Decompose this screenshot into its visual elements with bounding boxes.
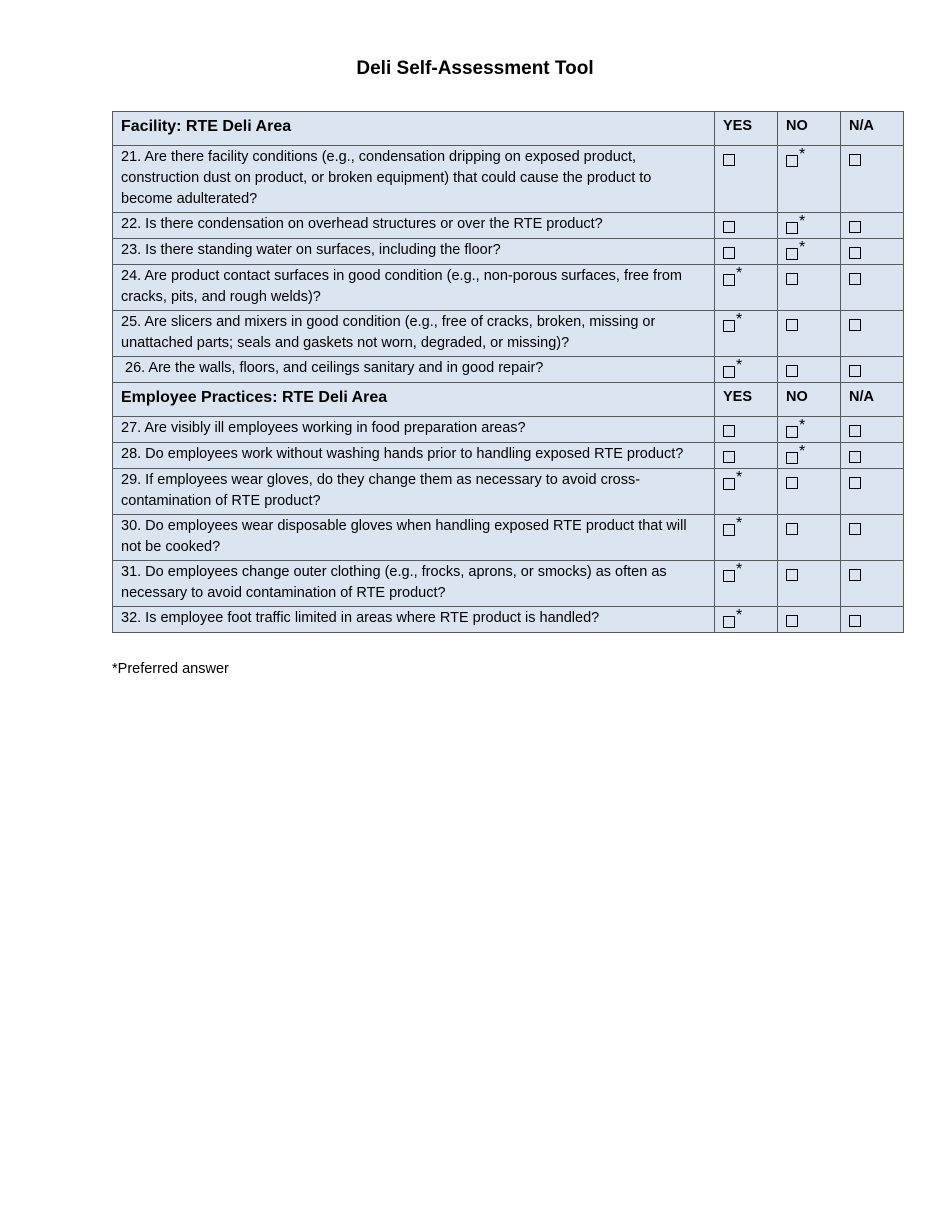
section-header-row	[113, 383, 904, 417]
answer-cell-na	[841, 239, 904, 265]
checkbox-yes[interactable]	[723, 274, 735, 286]
answer-cell-na	[841, 265, 904, 311]
answer-cell-no	[778, 213, 841, 239]
answer-cell-yes	[715, 561, 778, 607]
answer-cell-na	[841, 357, 904, 383]
checkbox-yes[interactable]	[723, 366, 735, 378]
preferred-star-icon: *	[799, 213, 806, 230]
answer-cell-no	[778, 357, 841, 383]
preferred-star-icon: *	[736, 515, 743, 532]
checkbox-na[interactable]	[849, 451, 861, 463]
answer-cell-yes	[715, 265, 778, 311]
question-row	[113, 357, 904, 383]
checkbox-na[interactable]	[849, 247, 861, 259]
question-row	[113, 213, 904, 239]
preferred-star-icon: *	[736, 561, 743, 578]
checkbox-yes[interactable]	[723, 478, 735, 490]
question-text: 29. If employees wear gloves, do they change them as necessary to avoid cross-contamination of RTE product?	[113, 469, 715, 515]
checkbox-na[interactable]	[849, 273, 861, 285]
question-text: 21. Are there facility conditions (e.g., condensation dripping on exposed product, construction dust on product, or broken equipment) that could cause the product to become adulterated?	[113, 146, 715, 213]
answer-cell-yes	[715, 469, 778, 515]
checkbox-yes[interactable]	[723, 425, 735, 437]
section-heading: Employee Practices: RTE Deli Area	[113, 383, 715, 417]
question-row	[113, 265, 904, 311]
preferred-star-icon: *	[736, 357, 743, 374]
column-header-na: N/A	[841, 112, 904, 146]
answer-cell-na	[841, 607, 904, 633]
answer-cell-yes	[715, 213, 778, 239]
preferred-star-icon: *	[799, 443, 806, 460]
question-row	[113, 443, 904, 469]
answer-cell-yes	[715, 357, 778, 383]
question-row	[113, 311, 904, 357]
checkbox-yes[interactable]	[723, 616, 735, 628]
answer-cell-yes	[715, 607, 778, 633]
answer-cell-no	[778, 607, 841, 633]
section-header-row	[113, 112, 904, 146]
question-text: 31. Do employees change outer clothing (e.g., frocks, aprons, or smocks) as often as necessary to avoid contamination of RTE product?	[113, 561, 715, 607]
question-row	[113, 607, 904, 633]
checkbox-no[interactable]	[786, 569, 798, 581]
checkbox-no[interactable]	[786, 273, 798, 285]
preferred-star-icon: *	[736, 469, 743, 486]
checkbox-na[interactable]	[849, 221, 861, 233]
answer-cell-na	[841, 213, 904, 239]
question-row	[113, 469, 904, 515]
column-header-yes: YES	[715, 383, 778, 417]
answer-cell-no	[778, 311, 841, 357]
answer-cell-yes	[715, 311, 778, 357]
question-text: 25. Are slicers and mixers in good condition (e.g., free of cracks, broken, missing or unattached parts; seals and gaskets not worn, degraded, or missing)?	[113, 311, 715, 357]
checkbox-na[interactable]	[849, 569, 861, 581]
answer-cell-na	[841, 561, 904, 607]
question-text: 32. Is employee foot traffic limited in areas where RTE product is handled?	[113, 607, 715, 633]
checkbox-yes[interactable]	[723, 154, 735, 166]
question-row	[113, 417, 904, 443]
question-text: 26. Are the walls, floors, and ceilings sanitary and in good repair?	[113, 357, 715, 383]
answer-cell-no	[778, 443, 841, 469]
answer-cell-no	[778, 561, 841, 607]
column-header-no: NO	[778, 383, 841, 417]
question-text: 30. Do employees wear disposable gloves when handling exposed RTE product that will not be cooked?	[113, 515, 715, 561]
checkbox-na[interactable]	[849, 425, 861, 437]
question-row	[113, 239, 904, 265]
question-text: 24. Are product contact surfaces in good condition (e.g., non-porous surfaces, free from cracks, pits, and rough welds)?	[113, 265, 715, 311]
preferred-star-icon: *	[799, 417, 806, 434]
answer-cell-na	[841, 417, 904, 443]
checkbox-no[interactable]	[786, 426, 798, 438]
question-text: 27. Are visibly ill employees working in food preparation areas?	[113, 417, 715, 443]
checkbox-no[interactable]	[786, 523, 798, 535]
checkbox-no[interactable]	[786, 365, 798, 377]
answer-cell-na	[841, 311, 904, 357]
checkbox-na[interactable]	[849, 365, 861, 377]
answer-cell-yes	[715, 417, 778, 443]
answer-cell-yes	[715, 146, 778, 213]
checkbox-no[interactable]	[786, 477, 798, 489]
preferred-star-icon: *	[799, 239, 806, 256]
assessment-table	[112, 111, 904, 633]
checkbox-yes[interactable]	[723, 247, 735, 259]
checkbox-no[interactable]	[786, 615, 798, 627]
answer-cell-yes	[715, 515, 778, 561]
answer-cell-no	[778, 515, 841, 561]
answer-cell-no	[778, 239, 841, 265]
footnote: *Preferred answer	[112, 661, 229, 677]
column-header-na: N/A	[841, 383, 904, 417]
checkbox-no[interactable]	[786, 248, 798, 260]
column-header-yes: YES	[715, 112, 778, 146]
checkbox-na[interactable]	[849, 319, 861, 331]
checkbox-yes[interactable]	[723, 451, 735, 463]
checkbox-na[interactable]	[849, 615, 861, 627]
question-text: 28. Do employees work without washing hands prior to handling exposed RTE product?	[113, 443, 715, 469]
question-row	[113, 561, 904, 607]
answer-cell-yes	[715, 239, 778, 265]
checkbox-na[interactable]	[849, 523, 861, 535]
answer-cell-na	[841, 146, 904, 213]
checkbox-no[interactable]	[786, 452, 798, 464]
question-row	[113, 146, 904, 213]
answer-cell-no	[778, 417, 841, 443]
answer-cell-no	[778, 146, 841, 213]
checkbox-no[interactable]	[786, 222, 798, 234]
checkbox-yes[interactable]	[723, 524, 735, 536]
checkbox-yes[interactable]	[723, 221, 735, 233]
question-text: 23. Is there standing water on surfaces, including the floor?	[113, 239, 715, 265]
answer-cell-na	[841, 443, 904, 469]
question-text: 22. Is there condensation on overhead structures or over the RTE product?	[113, 213, 715, 239]
answer-cell-na	[841, 469, 904, 515]
checkbox-no[interactable]	[786, 155, 798, 167]
answer-cell-yes	[715, 443, 778, 469]
document-title: Deli Self-Assessment Tool	[356, 58, 594, 79]
answer-cell-no	[778, 469, 841, 515]
column-header-no: NO	[778, 112, 841, 146]
answer-cell-no	[778, 265, 841, 311]
preferred-star-icon: *	[736, 265, 743, 282]
checkbox-yes[interactable]	[723, 320, 735, 332]
checkbox-no[interactable]	[786, 319, 798, 331]
question-row	[113, 515, 904, 561]
preferred-star-icon: *	[736, 311, 743, 328]
preferred-star-icon: *	[736, 607, 743, 624]
section-heading: Facility: RTE Deli Area	[113, 112, 715, 146]
answer-cell-na	[841, 515, 904, 561]
checkbox-na[interactable]	[849, 477, 861, 489]
checkbox-na[interactable]	[849, 154, 861, 166]
checkbox-yes[interactable]	[723, 570, 735, 582]
preferred-star-icon: *	[799, 146, 806, 163]
